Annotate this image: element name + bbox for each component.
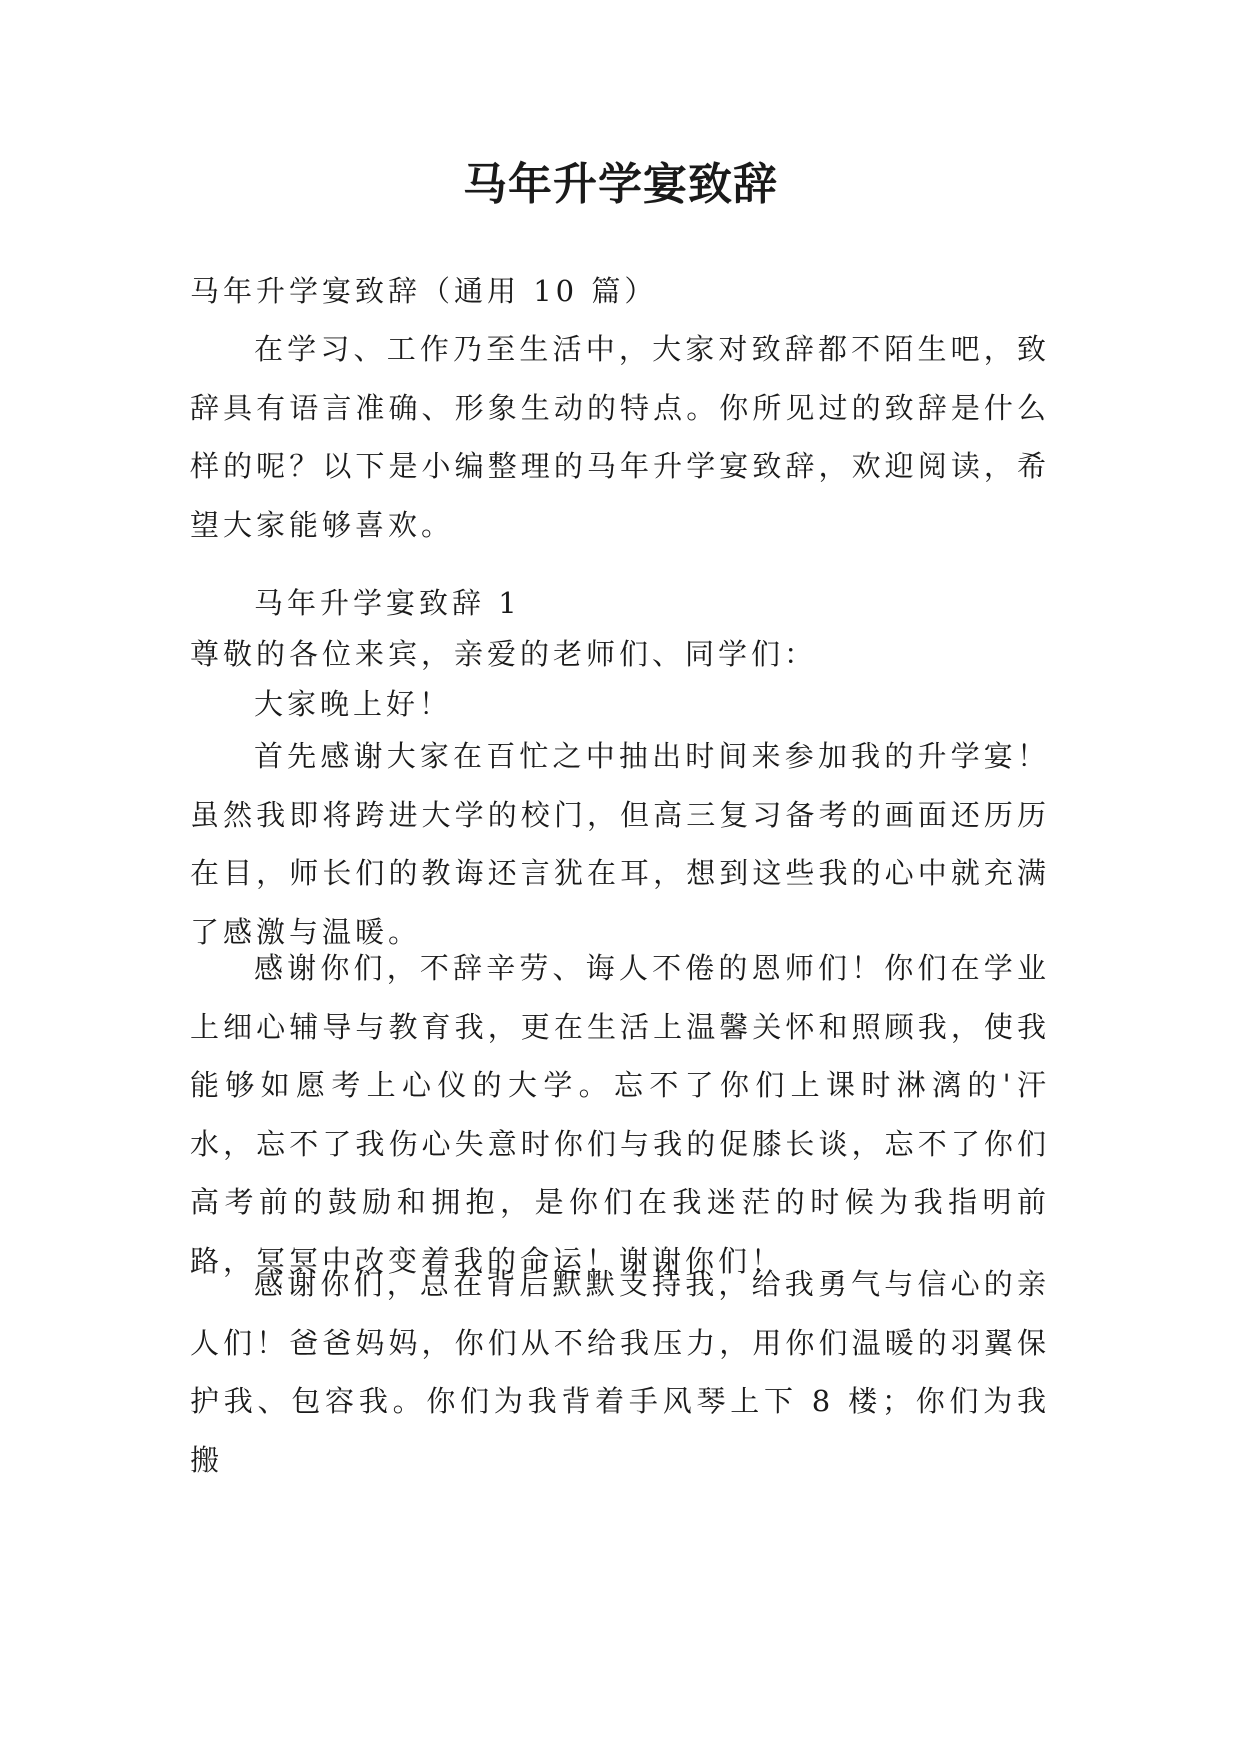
document-subtitle: 马年升学宴致辞（通用 10 篇） (190, 274, 658, 308)
document-title: 马年升学宴致辞 (463, 159, 778, 210)
section-heading: 马年升学宴致辞 1 (254, 586, 521, 620)
salutation: 尊敬的各位来宾，亲爱的老师们、同学们： (190, 637, 818, 671)
intro-paragraph: 在学习、工作乃至生活中，大家对致辞都不陌生吧，致辞具有语言准确、形象生动的特点。你所见过的致辞是什么样的呢？以下是小编整理的马年升学宴致辞，欢迎阅读，希望大家能够喜欢。 (190, 332, 1050, 542)
body-paragraph: 感谢你们，不辞辛劳、诲人不倦的恩师们！你们在学业上细心辅导与教育我，更在生活上温馨关怀和照顾我，使我能够如愿考上心仪的大学。忘不了你们上课时淋漓的'汗水，忘不了我伤心失意时你们与我的促膝长谈，忘不了你们高考前的鼓励和拥抱，是你们在我迷茫的时候为我指明前路，冥冥中改变着我的命运！谢谢你们！ (190, 951, 1050, 1278)
body-paragraph: 首先感谢大家在百忙之中抽出时间来参加我的升学宴！虽然我即将跨进大学的校门，但高三复习备考的画面还历历在目，师长们的教诲还言犹在耳，想到这些我的心中就充满了感激与温暖。 (190, 739, 1050, 949)
greeting: 大家晚上好！ (254, 687, 453, 721)
body-paragraph: 感谢你们，总在背后默默支持我，给我勇气与信心的亲人们！爸爸妈妈，你们从不给我压力，用你们温暖的羽翼保护我、包容我。你们为我背着手风琴上下 8 楼；你们为我搬 (190, 1267, 1050, 1477)
